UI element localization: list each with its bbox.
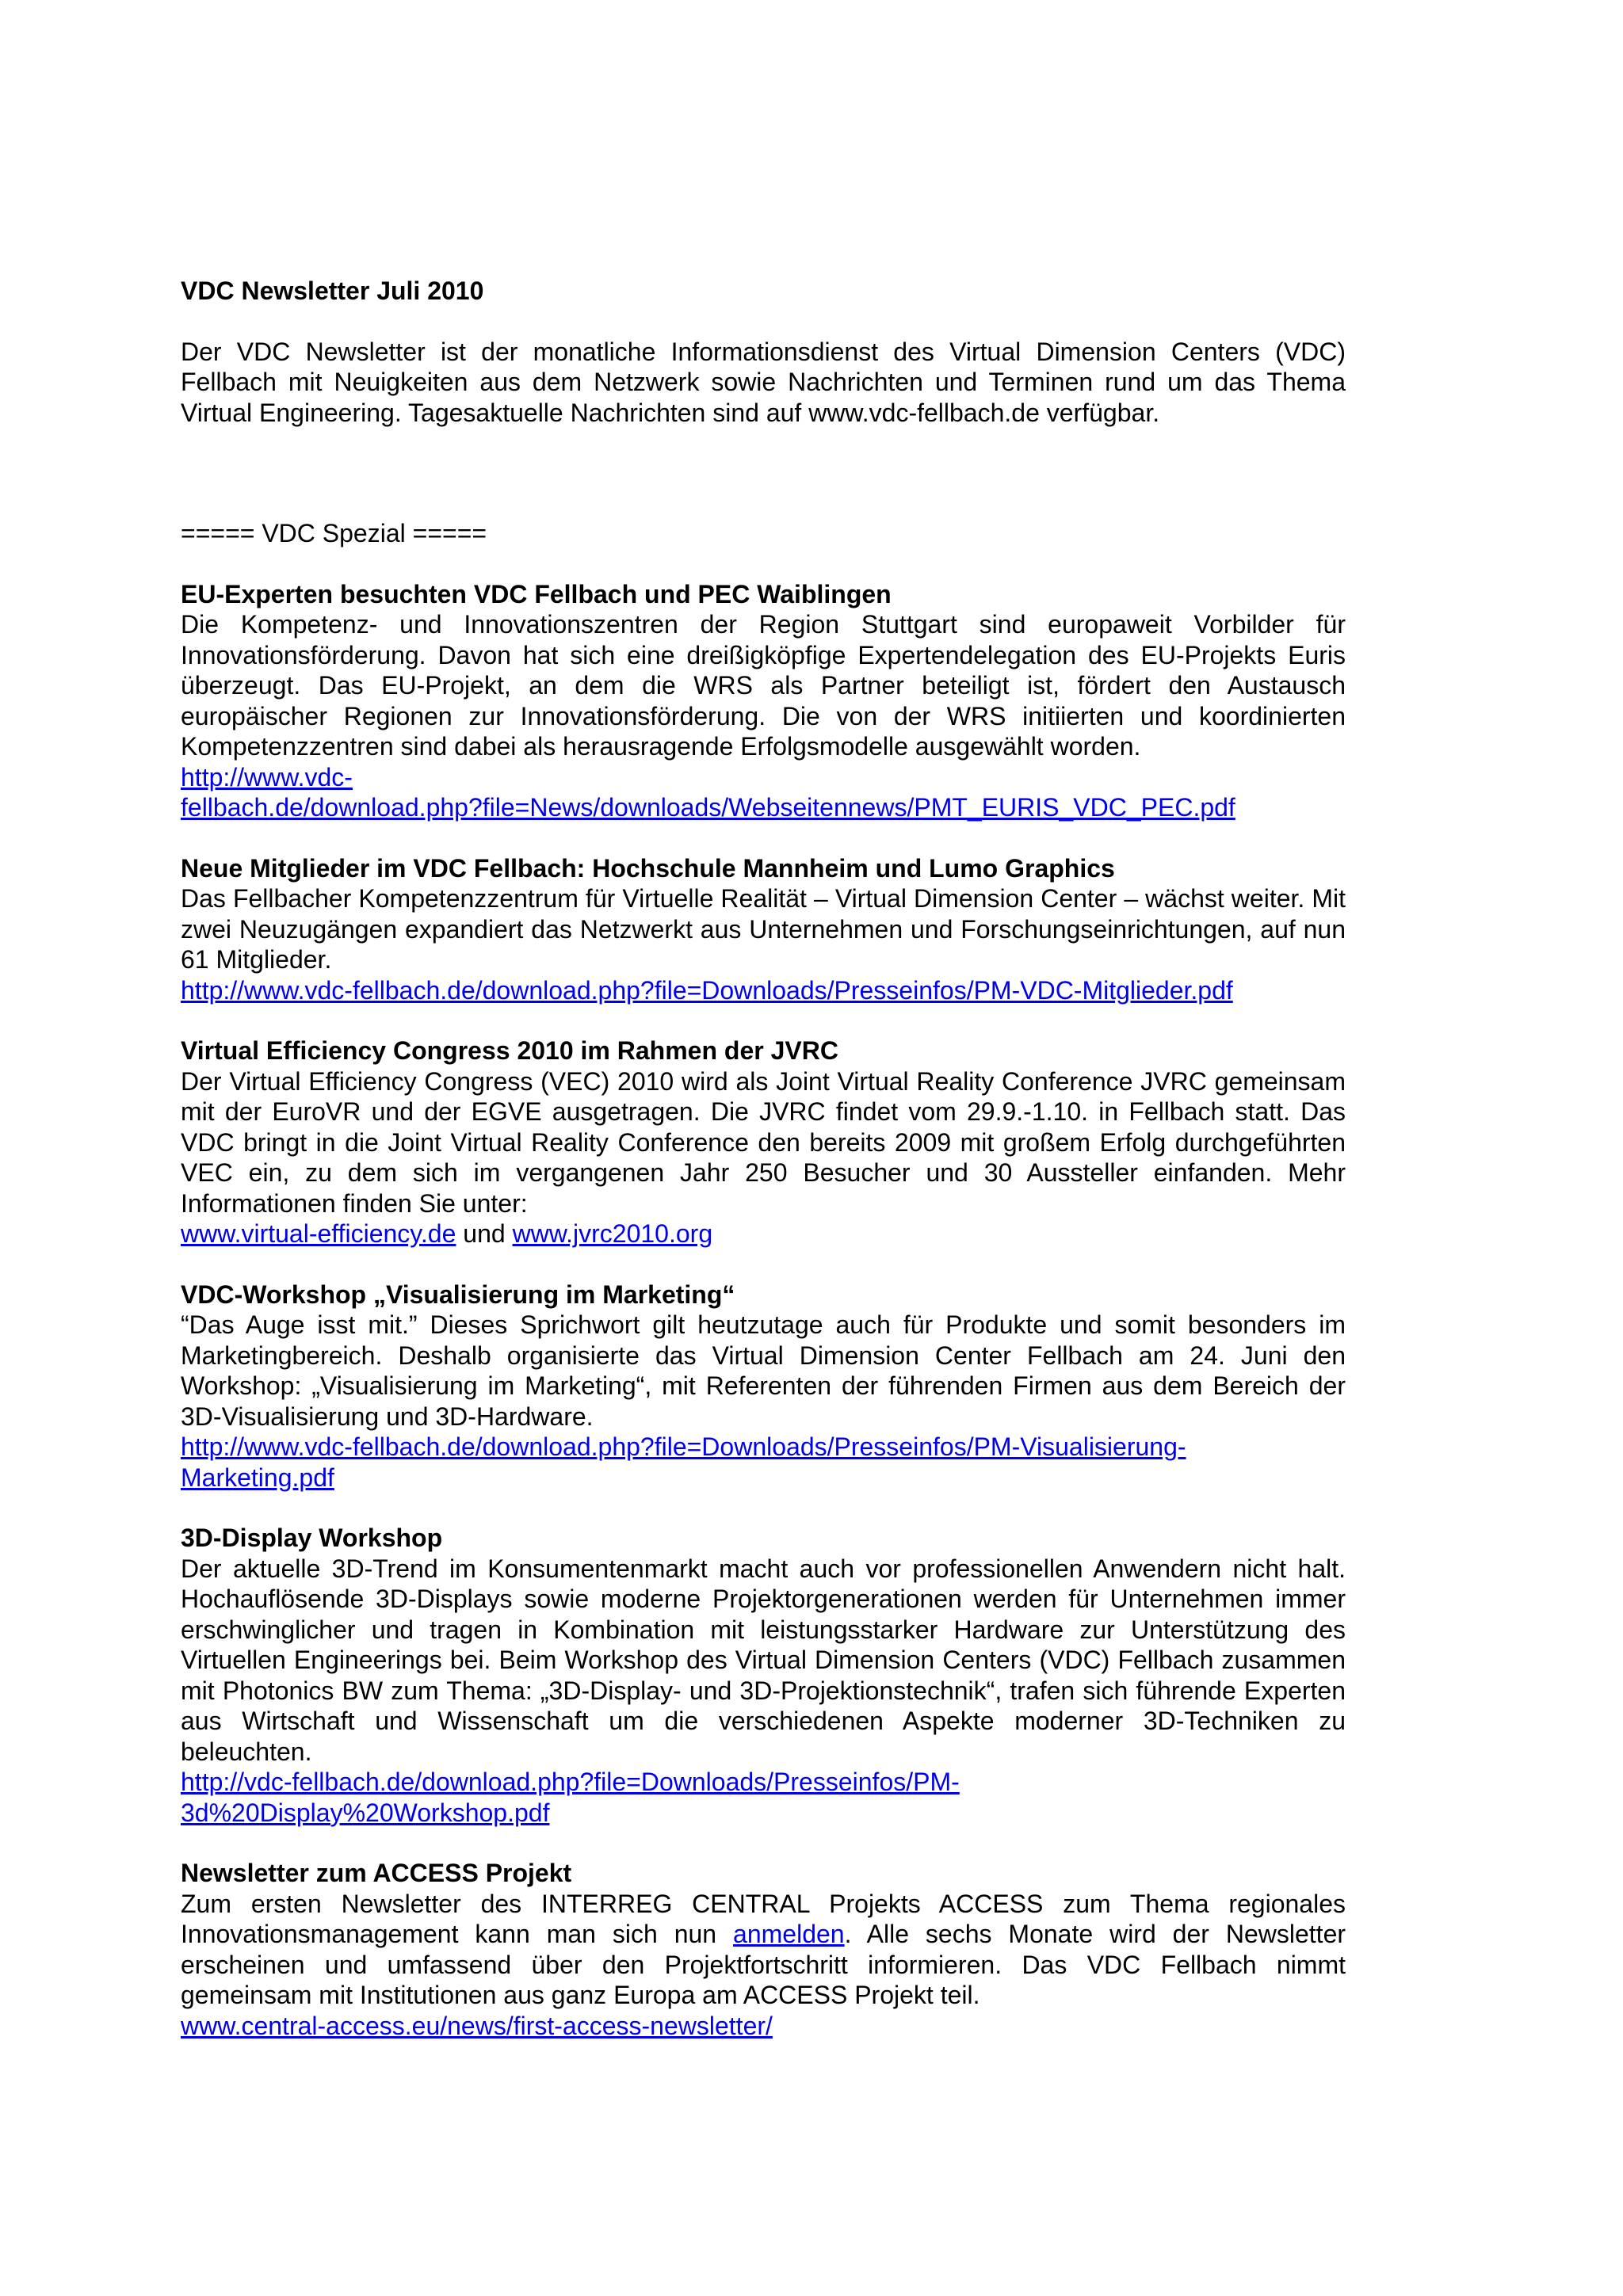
section-marker: ===== VDC Spezial ===== — [181, 519, 487, 547]
article-vec-2010 — [181, 1035, 1346, 1249]
article-access-newsletter — [181, 1858, 1346, 2041]
article-link-line1: http://www.vdc- — [181, 762, 353, 791]
article-neue-mitglieder — [181, 853, 1346, 1006]
article-link-line2: Marketing.pdf — [181, 1463, 334, 1492]
newsletter-title: VDC Newsletter Juli 2010 — [181, 277, 484, 305]
article-link[interactable] — [181, 1767, 1346, 1828]
article-visualisierung-workshop — [181, 1280, 1346, 1493]
jvrc2010-link[interactable]: www.jvrc2010.org — [512, 1219, 713, 1248]
article-heading: 3D-Display Workshop — [181, 1524, 443, 1552]
newsletter-page — [181, 276, 1346, 2041]
article-link[interactable]: http://www.vdc-fellbach.de/download.php?file=Downloads/Presseinfos/PM-VDC-Mitglieder.pdf — [181, 975, 1233, 1005]
article-body — [181, 1889, 1346, 2011]
article-body: Das Fellbacher Kompetenzzentrum für Virtuelle Realität – Virtual Dimension Center – wächst weiter. Mit zwei Neuzugängen expandiert das Netzwerkt aus Unternehmen und Forschungseinrichtungen, auf nun 61 Mitglieder. — [181, 884, 1346, 974]
article-eu-experten — [181, 579, 1346, 823]
article-body-after: . Alle sechs Monate wird der Newsletter erscheinen und umfassend über den Projektfortschritt informieren. Das VDC Fellbach nimmt gemeinsam mit Institutionen aus ganz Europa am ACCESS Projekt teil. — [181, 1920, 1346, 2009]
link-joiner: und — [463, 1219, 506, 1248]
article-heading: Newsletter zum ACCESS Projekt — [181, 1859, 572, 1887]
virtual-efficiency-link[interactable]: www.virtual-efficiency.de — [181, 1219, 456, 1248]
article-link-line2: fellbach.de/download.php?file=News/downloads/Webseitennews/PMT_EURIS_VDC_PEC.pdf — [181, 793, 1235, 822]
article-link[interactable]: www.central-access.eu/news/first-access-newsletter/ — [181, 2011, 773, 2040]
article-3d-display-workshop — [181, 1523, 1346, 1828]
article-link[interactable] — [181, 762, 1346, 823]
article-link-line1: http://www.vdc-fellbach.de/download.php?file=Downloads/Presseinfos/PM-Visualisierung- — [181, 1432, 1186, 1461]
article-body: Der aktuelle 3D-Trend im Konsumentenmarkt macht auch vor professionellen Anwendern nicht halt. Hochauflösende 3D-Displays sowie moderne Projektorgenerationen werden für Unternehmen immer erschwinglicher und tragen in Kombination mit leistungsstarker Hardware zur Unterstützung des Virtuellen Engineerings bei. Beim Workshop des Virtual Dimension Centers (VDC) Fellbach zusammen mit Photonics BW zum Thema: „3D-Display- und 3D-Projektionstechnik“, trafen sich führende Experten aus Wirtschaft und Wissenschaft um die verschiedenen Aspekte moderner 3D-Techniken zu beleuchten. — [181, 1554, 1346, 1766]
article-link[interactable] — [181, 1432, 1346, 1493]
article-body: Die Kompetenz- und Innovationszentren der Region Stuttgart sind europaweit Vorbilder für Innovationsförderung. Davon hat sich eine dreißigköpfige Expertendelegation des EU-Projekts Euris überzeugt. Das EU-Projekt, an dem die WRS als Partner beteiligt ist, fördert den Austausch europäischer Regionen zur Innovationsförderung. Die von der WRS initiierten und koordinierten Kompetenzzentren sind dabei als herausragende Erfolgsmodelle ausgewählt worden. — [181, 610, 1346, 761]
article-heading: EU-Experten besuchten VDC Fellbach und PEC Waiblingen — [181, 579, 892, 608]
article-link-line2: 3d%20Display%20Workshop.pdf — [181, 1798, 550, 1827]
anmelden-link[interactable]: anmelden — [733, 1920, 845, 1948]
intro-paragraph: Der VDC Newsletter ist der monatliche Informationsdienst des Virtual Dimension Centers (VDC) Fellbach mit Neuigkeiten aus dem Netzwerk sowie Nachrichten und Terminen rund um das Thema Virtual Engineering. Tagesaktuelle Nachrichten sind auf www.vdc-fellbach.de verfügbar. — [181, 337, 1346, 427]
article-link-line1: http://vdc-fellbach.de/download.php?file=Downloads/Presseinfos/PM- — [181, 1768, 960, 1796]
article-body-before: Zum ersten Newsletter des INTERREG CENTRAL Projekts ACCESS zum Thema regionales Innovationsmanagement kann man sich nun — [181, 1889, 1346, 1948]
article-heading: Virtual Efficiency Congress 2010 im Rahmen der JVRC — [181, 1036, 838, 1065]
article-body: Der Virtual Efficiency Congress (VEC) 2010 wird als Joint Virtual Reality Conference JVRC gemeinsam mit der EuroVR und der EGVE ausgetragen. Die JVRC findet vom 29.9.-1.10. in Fellbach statt. Das VDC bringt in die Joint Virtual Reality Conference den bereits 2009 mit großem Erfolg durchgeführten VEC ein, zu dem sich im vergangenen Jahr 250 Besucher und 30 Aussteller einfanden. Mehr Informationen finden Sie unter: — [181, 1066, 1346, 1218]
article-links-row — [181, 1219, 1346, 1249]
article-heading: VDC-Workshop „Visualisierung im Marketing“ — [181, 1280, 735, 1309]
article-heading: Neue Mitglieder im VDC Fellbach: Hochschule Mannheim und Lumo Graphics — [181, 853, 1115, 883]
article-body: “Das Auge isst mit.” Dieses Sprichwort gilt heutzutage auch für Produkte und somit besonders im Marketingbereich. Deshalb organisierte das Virtual Dimension Center Fellbach am 24. Juni den Workshop: „Visualisierung im Marketing“, mit Referenten der führenden Firmen aus dem Bereich der 3D-Visualisierung und 3D-Hardware. — [181, 1310, 1346, 1431]
